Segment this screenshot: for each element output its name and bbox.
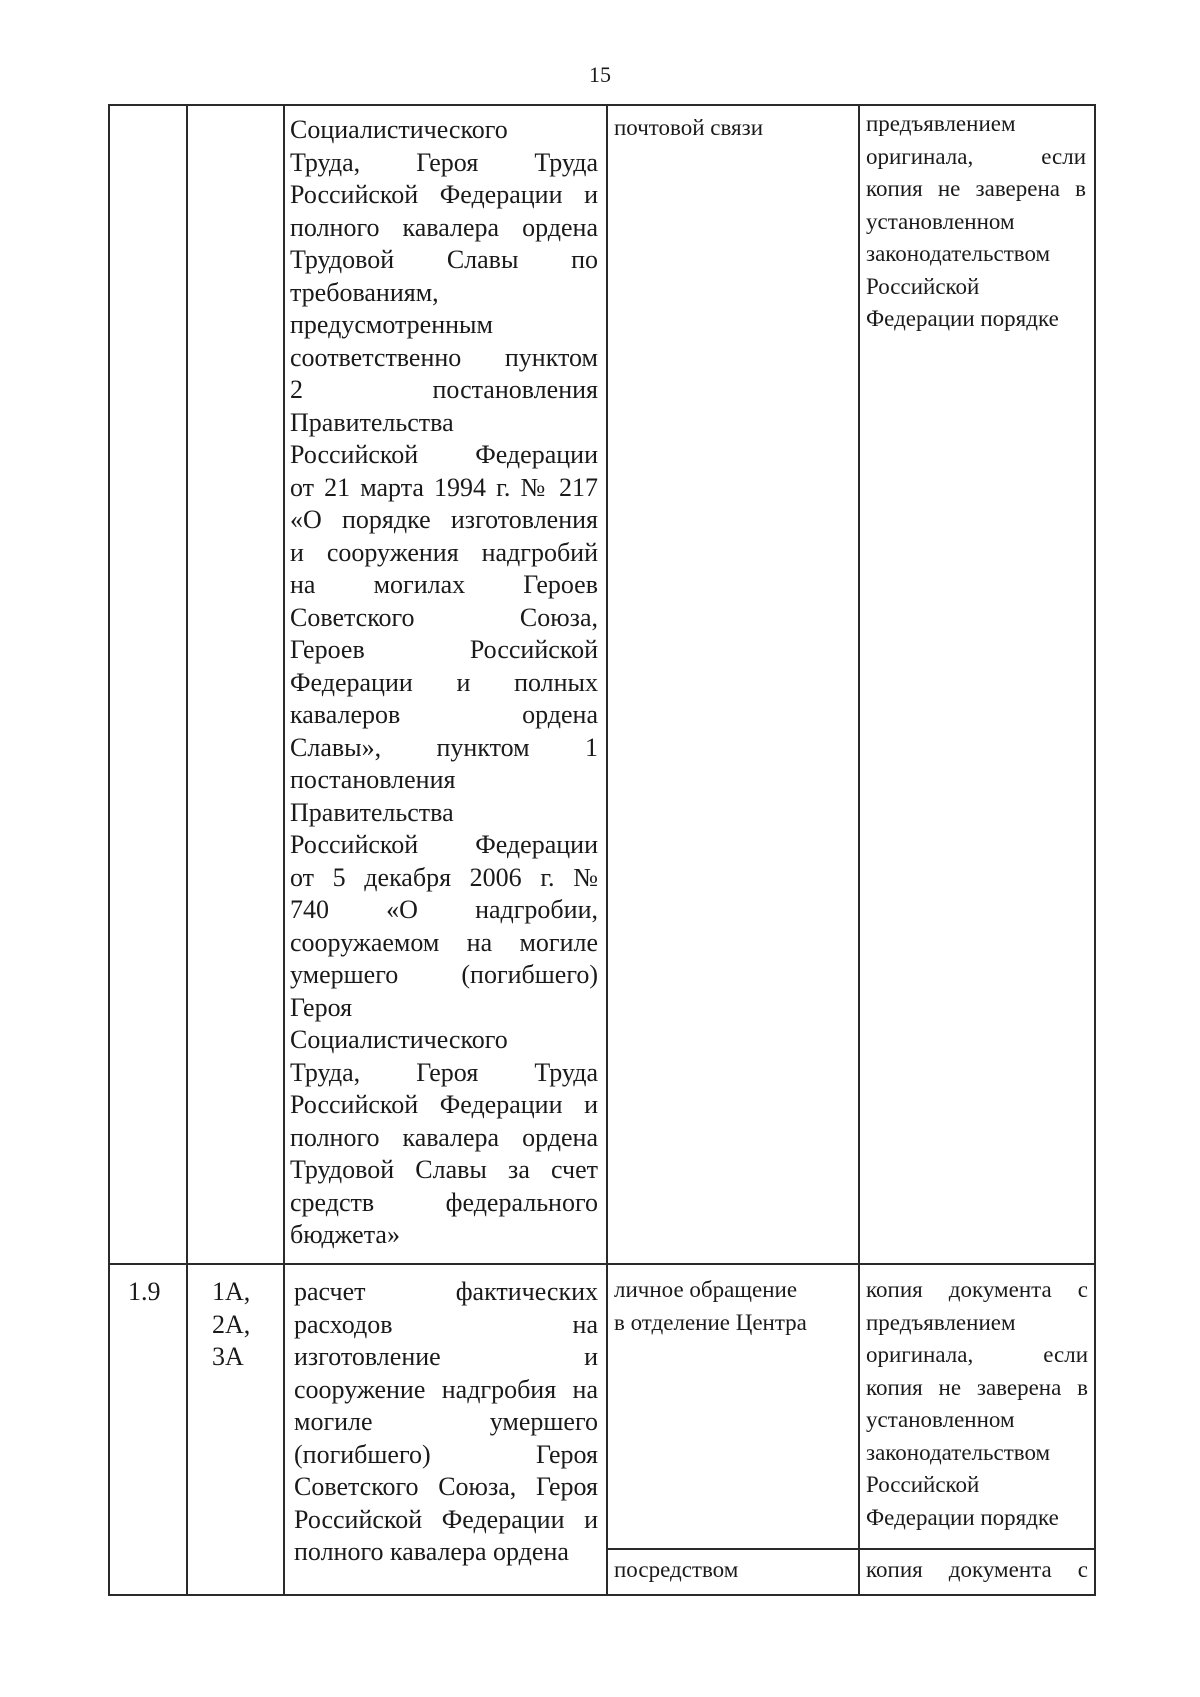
requirement-1-9: копия документа с предъявлением оригинала, если копия не заверена в установленном законодательством Российской Федерации порядке: [866, 1277, 1088, 1530]
method-personal: личное обращение в отделение Центра: [614, 1277, 807, 1335]
table-border-right: [1094, 104, 1096, 1595]
requirement-continued: предъявлением оригинала, если копия не заверена в установленном законодательством Российской Федерации порядке: [866, 111, 1086, 331]
row-codes: 1А, 2А, 3А: [212, 1277, 251, 1371]
doc-text-continued: Социалистического Труда, Героя Труда Российской Федерации и полного кавалера ордена Трудовой Славы по требованиям, предусмотренным соответственно пунктом 2 постановления Правительства Российской Федерации от 21 марта 1994 г. № 217 «О порядке изготовления и сооружения надгробий на могилах Героев Советского Союза, Героев Российской Федерации и полных кавалеров ордена Славы», пунктом 1 постановления Правительства Российской Федерации от 5 декабря 2006 г. № 740 «О надгробии, сооружаемом на могиле умершего (погибшего) Героя Социалистического Труда, Героя Труда Российской Федерации и полного кавалера ордена Трудовой Славы за счет средств федерального бюджета»: [290, 115, 598, 1249]
table-border-top: [108, 104, 1096, 106]
method-postal: почтовой связи: [614, 115, 764, 140]
table-border-col3: [283, 104, 285, 1595]
row-number: 1.9: [128, 1277, 161, 1306]
table-border-col2: [186, 104, 188, 1595]
row-divider: [108, 1263, 1096, 1265]
requirement-copy: копия документа с: [866, 1557, 1088, 1582]
method-via: посредством: [614, 1557, 739, 1582]
subrow-divider: [606, 1548, 1096, 1550]
table-border-left: [108, 104, 110, 1595]
doc-text-1-9: расчет фактических расходов на изготовление и сооружение надгробия на могиле умершего (погибшего) Героя Советского Союза, Героя Российской Федерации и полного кавалера ордена: [294, 1277, 598, 1566]
table-border-bottom: [108, 1594, 1096, 1596]
table-border-col5: [858, 104, 860, 1595]
page-number: 15: [589, 62, 611, 87]
table-border-col4: [606, 104, 608, 1595]
